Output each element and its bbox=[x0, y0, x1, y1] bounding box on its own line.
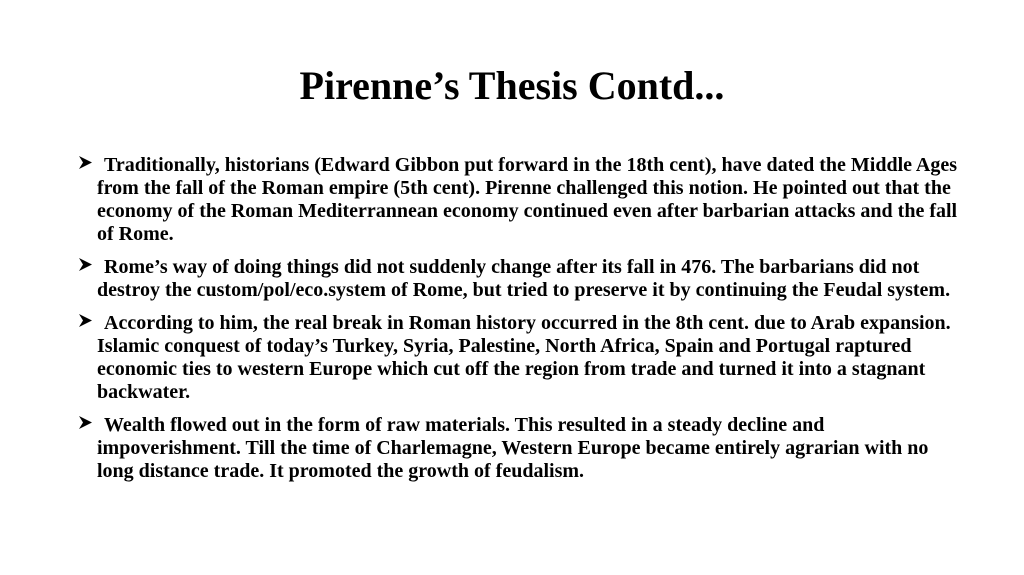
bullet-item bbox=[78, 154, 958, 246]
bullet-item bbox=[78, 414, 958, 483]
bullet-text: Wealth flowed out in the form of raw materials. This resulted in a steady decline and impoverishment. Till the time of Charlemagne, Western Europe became entirely agrarian with no long distance trade. It promoted the growth of feudalism. bbox=[97, 414, 929, 482]
arrowhead-bullet-icon bbox=[78, 257, 93, 272]
slide-title: Pirenne’s Thesis Contd... bbox=[299, 63, 725, 108]
arrowhead-bullet-icon bbox=[78, 313, 93, 328]
bullet-text: Traditionally, historians (Edward Gibbon put forward in the 18th cent), have dated the Middle Ages from the fall of the Roman empire (5th cent). Pirenne challenged this notion. He pointed out that the economy of the Roman Mediterrannean economy continued even after barbarian attacks and the fall of Rome. bbox=[97, 154, 958, 245]
bullet-text: Rome’s way of doing things did not suddenly change after its fall in 476. The barbarians did not destroy the custom/pol/eco.system of Rome, but tried to preserve it by continuing the Feudal system. bbox=[97, 256, 951, 301]
bullet-item bbox=[78, 312, 958, 404]
bullet-text: According to him, the real break in Roman history occurred in the 8th cent. due to Arab expansion. Islamic conquest of today’s Turkey, Syria, Palestine, North Africa, Spain and Portugal raptured economic ties to western Europe which cut off the region from trade and turned it into a stagnant backwater. bbox=[97, 312, 951, 403]
bullet-list bbox=[78, 154, 958, 493]
arrowhead-bullet-icon bbox=[78, 415, 93, 430]
arrowhead-bullet-icon bbox=[78, 155, 93, 170]
bullet-item bbox=[78, 256, 958, 302]
